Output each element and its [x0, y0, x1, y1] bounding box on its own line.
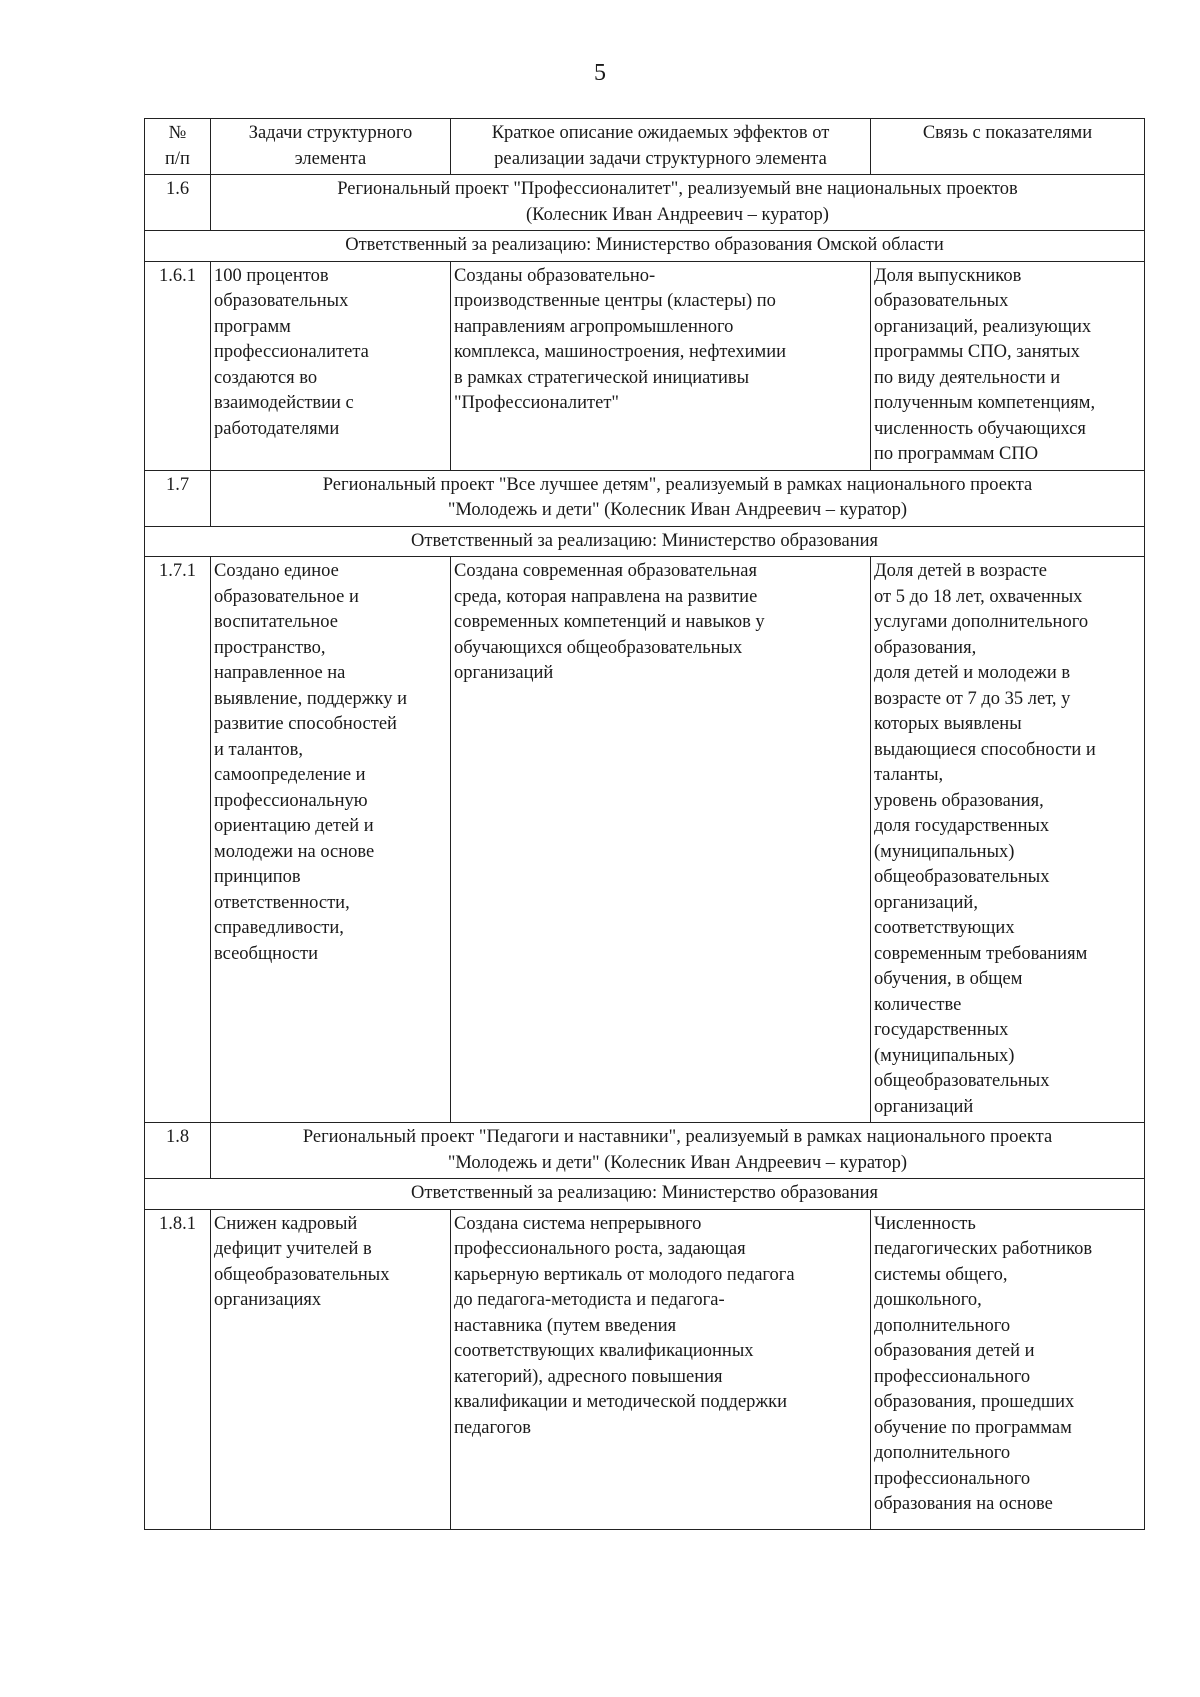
task-row	[145, 557, 1145, 1123]
task-row	[145, 261, 1145, 470]
task-text: Снижен кадровый дефицит учителей в общеобразовательных организациях	[211, 1209, 451, 1529]
task-number: 1.8.1	[145, 1209, 211, 1529]
project-number: 1.7	[145, 470, 211, 526]
project-title: Региональный проект "Все лучшее детям", реализуемый в рамках национального проекта "Молодежь и дети" (Колесник Иван Андреевич – куратор)	[211, 470, 1145, 526]
task-row	[145, 1209, 1145, 1529]
project-row	[145, 1123, 1145, 1179]
task-number: 1.7.1	[145, 557, 211, 1123]
project-number: 1.6	[145, 175, 211, 231]
indicator-link: Численность педагогических работников системы общего, дошкольного, дополнительного образования детей и профессионального образования, прошедших обучение по программам дополнительного профессионального образования на основе	[871, 1209, 1145, 1529]
effect-description: Создана современная образовательная среда, которая направлена на развитие современных компетенций и навыков у обучающихся общеобразовательных организаций	[451, 557, 871, 1123]
table-header-row	[145, 119, 1145, 175]
indicator-link: Доля детей в возрасте от 5 до 18 лет, охваченных услугами дополнительного образования, доля детей и молодежи в возрасте от 7 до 35 лет, у которых выявлены выдающиеся способности и таланты, уровень образования, доля государственных (муниципальных) общеобразовательных организаций, соответствующих современным требованиям обучения, в общем количестве государственных (муниципальных) общеобразовательных организаций	[871, 557, 1145, 1123]
header-indicators: Связь с показателями	[871, 119, 1145, 175]
effect-description: Созданы образовательно- производственные центры (кластеры) по направлениям агропромышленного комплекса, машиностроения, нефтехимии в рамках стратегической инициативы "Профессионалитет"	[451, 261, 871, 470]
task-number: 1.6.1	[145, 261, 211, 470]
project-title: Региональный проект "Профессионалитет", реализуемый вне национальных проектов (Колесник Иван Андреевич – куратор)	[211, 175, 1145, 231]
task-text: 100 процентов образовательных программ профессионалитета создаются во взаимодействии с работодателями	[211, 261, 451, 470]
project-number: 1.8	[145, 1123, 211, 1179]
responsible-text: Ответственный за реализацию: Министерство образования Омской области	[145, 231, 1145, 262]
responsible-row	[145, 526, 1145, 557]
responsible-text: Ответственный за реализацию: Министерство образования	[145, 1179, 1145, 1210]
responsible-row	[145, 1179, 1145, 1210]
responsible-text: Ответственный за реализацию: Министерство образования	[145, 526, 1145, 557]
responsible-row	[145, 231, 1145, 262]
header-number: № п/п	[145, 119, 211, 175]
indicator-link: Доля выпускников образовательных организаций, реализующих программы СПО, занятых по виду деятельности и полученным компетенциям, численность обучающихся по программам СПО	[871, 261, 1145, 470]
project-title: Региональный проект "Педагоги и наставники", реализуемый в рамках национального проекта "Молодежь и дети" (Колесник Иван Андреевич – куратор)	[211, 1123, 1145, 1179]
project-row	[145, 175, 1145, 231]
task-text: Создано единое образовательное и воспитательное пространство, направленное на выявление, поддержку и развитие способностей и талантов, самоопределение и профессиональную ориентацию детей и молодежи на основе принципов ответственности, справедливости, всеобщности	[211, 557, 451, 1123]
effect-description: Создана система непрерывного профессионального роста, задающая карьерную вертикаль от молодого педагога до педагога-методиста и педагога- наставника (путем введения соответствующих квалификационных категорий), адресного повышения квалификации и методической поддержки педагогов	[451, 1209, 871, 1529]
project-row	[145, 470, 1145, 526]
header-task: Задачи структурного элемента	[211, 119, 451, 175]
structural-element-table	[144, 118, 1145, 1530]
header-description: Краткое описание ожидаемых эффектов от реализации задачи структурного элемента	[451, 119, 871, 175]
page-number: 5	[594, 60, 606, 86]
